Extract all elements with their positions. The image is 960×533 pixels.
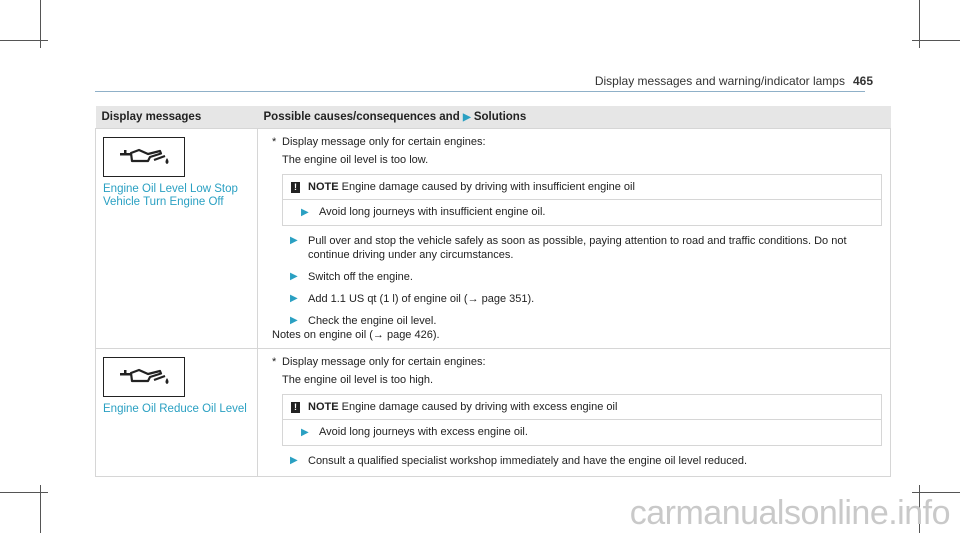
display-message-label: Engine Oil Reduce Oil Level xyxy=(103,403,247,415)
note-step: Avoid long journeys with insufficient engine oil. xyxy=(319,206,546,218)
list-item: ▶ Consult a qualified specialist workshop immediately and have the engine oil level reduced. xyxy=(290,455,748,467)
play-arrow-icon: ▶ xyxy=(290,271,298,282)
list-item: ▶ Switch off the engine. xyxy=(290,271,413,283)
play-arrow-icon: ▶ xyxy=(290,293,298,304)
table-row: Engine Oil Level Low Stop Vehicle Turn Engine Off * Display message only for certain engines: The engine oil level is too low. ! NOTE Engine damage caused by driving with insufficient engine oil ▶ Avoid long journeys with insufficient engine oil. ▶ Pull over and stop the vehicle safely as soon as possible, paying attention to road and traffic conditions. Do not continue driving under any circumstances. ▶ Switch off the engine. ▶ Add 1.1 US qt (1 l) of engine oil (→ page 351). ▶ Check the engine oil level. Notes on engine oil (→ page 426). xyxy=(96,129,891,349)
play-arrow-icon: ▶ xyxy=(301,207,309,218)
note-label: NOTE xyxy=(308,181,339,193)
intro-text: The engine oil level is too high. xyxy=(282,374,434,386)
intro-text: Display message only for certain engines: xyxy=(282,356,486,368)
list-item: ▶ Add 1.1 US qt (1 l) of engine oil (→ page 351). xyxy=(290,293,535,305)
crop-mark xyxy=(912,40,960,41)
header-rule xyxy=(95,91,865,92)
display-messages-table xyxy=(95,106,891,477)
warning-icon: ! xyxy=(291,182,300,193)
column-header-causes: Possible causes/consequences and ▶ Solutions xyxy=(258,106,891,129)
play-arrow-icon: ▶ xyxy=(462,112,471,123)
note-text: Engine damage caused by driving with insufficient engine oil xyxy=(341,181,635,193)
watermark: carmanualsonline.info xyxy=(629,494,950,532)
warning-icon: ! xyxy=(291,402,300,413)
play-arrow-icon: ▶ xyxy=(301,427,309,438)
list-item: ▶ Pull over and stop the vehicle safely as soon as possible, paying attention to road and traffic conditions. Do not continue driving under any circumstances. xyxy=(290,235,847,261)
column-header-display-messages: Display messages xyxy=(96,106,258,129)
table-row: Engine Oil Reduce Oil Level * Display message only for certain engines: The engine oil level is too high. ! NOTE Engine damage caused by driving with excess engine oil ▶ Avoid long journeys with excess engine oil. ▶ Consult a qualified specialist workshop immediately and have the engine oil level reduced. xyxy=(96,349,891,477)
list-item: ▶ Check the engine oil level. xyxy=(290,315,437,327)
crop-mark xyxy=(912,492,960,493)
intro-text: The engine oil level is too low. xyxy=(282,154,429,166)
engine-oil-level-icon xyxy=(103,357,185,397)
note-step: Avoid long journeys with excess engine oil. xyxy=(319,426,528,438)
notes-reference: Notes on engine oil (→ page 426). xyxy=(272,329,440,341)
page-header xyxy=(595,74,873,88)
page-title: Display messages and warning/indicator lamps xyxy=(594,74,845,88)
intro-text: Display message only for certain engines: xyxy=(282,136,486,148)
page-number: 465 xyxy=(852,74,873,88)
note-text: Engine damage caused by driving with excess engine oil xyxy=(341,401,618,413)
play-arrow-icon: ▶ xyxy=(290,455,298,466)
play-arrow-icon: ▶ xyxy=(290,315,298,326)
note-box xyxy=(282,394,882,446)
display-message-label: Engine Oil Level Low Stop Vehicle Turn Engine Off xyxy=(103,183,238,208)
crop-mark xyxy=(0,40,48,41)
play-arrow-icon: ▶ xyxy=(290,235,298,246)
note-label: NOTE xyxy=(308,401,339,413)
note-box xyxy=(282,174,882,226)
engine-oil-level-icon xyxy=(103,137,185,177)
crop-mark xyxy=(0,492,48,493)
